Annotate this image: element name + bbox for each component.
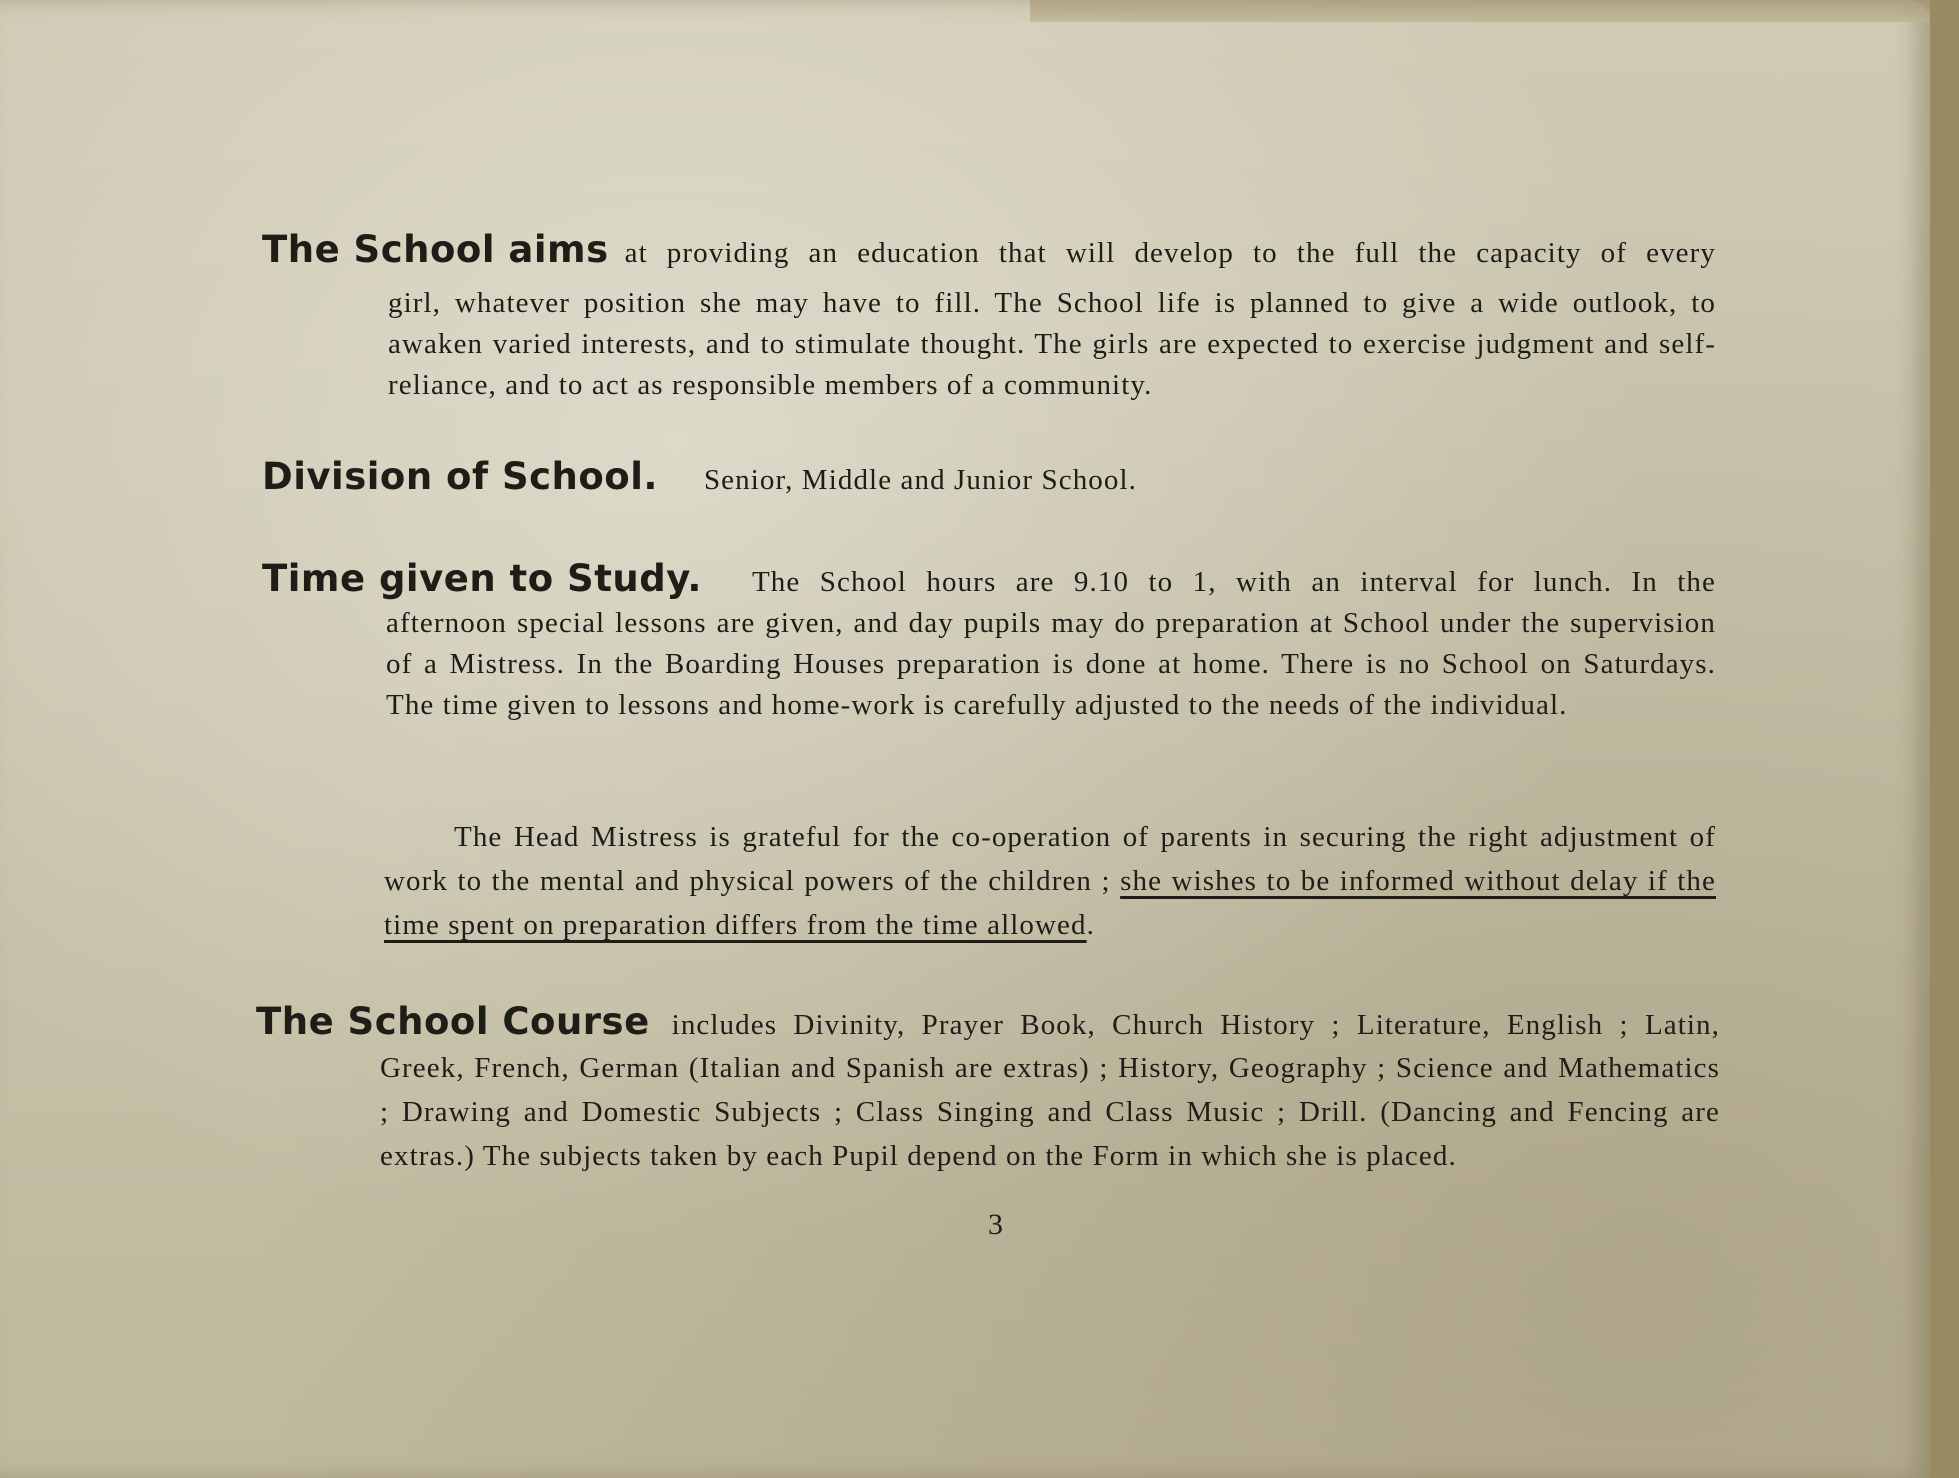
aims-line1: at providing an education that will develop to the full the capacity of every: [624, 237, 1716, 269]
time-heading: Time given to Study.: [262, 557, 702, 600]
page-number: 3: [988, 1208, 1003, 1241]
aims-first-line: [262, 228, 1716, 274]
division-text: Senior, Middle and Junior School.: [703, 464, 1138, 496]
division-heading: Division of School.: [262, 455, 658, 498]
section-time: [262, 557, 1716, 603]
head-mistress-period: .: [1086, 909, 1095, 941]
head-mistress-paragraph: [384, 815, 1716, 947]
torn-edge: [1030, 0, 1930, 22]
section-division: [262, 455, 1137, 501]
course-text: Greek, French, German (Italian and Spanish are extras) ; History, Geography ; Science and Mathematics ; Drawing and Domestic Subjects ; Class Singing and Class Music ; Drill. (Dancing and Fencing are extras.) The subjects taken by each Pupil depend on the Form in which she is placed.: [380, 1052, 1720, 1172]
section-aims: [262, 228, 1716, 274]
head-mistress-text: The Head Mistress is grateful for the co-operation of parents in securing the right adjustment of work to the mental and physical powers of the children ;: [384, 821, 1716, 897]
section-course: [256, 1000, 1720, 1046]
time-line1: The School hours are 9.10 to 1, with an interval for lunch. In the: [751, 566, 1716, 598]
course-line1: includes Divinity, Prayer Book, Church History ; Literature, English ; Latin,: [671, 1009, 1720, 1041]
aims-text: girl, whatever position she may have to fill. The School life is planned to give a wide outlook, to awaken varied interests, and to stimulate thought. The girls are expected to exercise judgment and self-reliance, and to act as responsible members of a community.: [388, 287, 1716, 401]
aims-heading: The School aims: [262, 228, 609, 271]
time-text: afternoon special lessons are given, and day pupils may do preparation at School under the supervision of a Mistress. In the Boarding Houses preparation is done at home. There is no School on Saturdays. The time given to lessons and home-work is carefully adjusted to the needs of the individual.: [386, 607, 1716, 721]
course-heading: The School Course: [256, 1000, 650, 1043]
head-mistress-underlined-text: she wishes to be informed without delay if the time spent on preparation differs from the time allowed: [384, 865, 1716, 941]
